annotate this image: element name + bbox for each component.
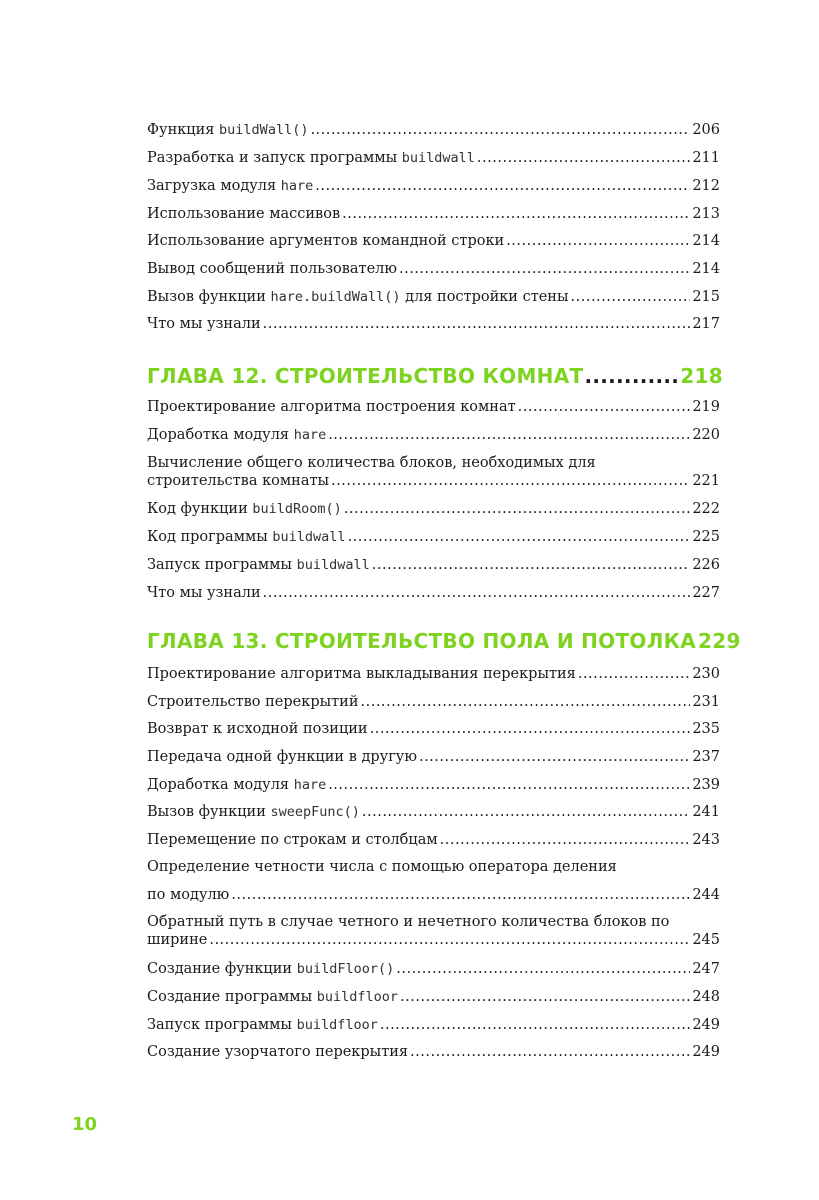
toc-entry-page: 220: [692, 427, 720, 443]
toc-entry-row: [147, 748, 720, 766]
code-identifier: hare.buildWall(): [270, 289, 401, 305]
toc-entry-row: [147, 232, 720, 250]
toc-entry[interactable]: [147, 665, 720, 683]
toc-entry[interactable]: [147, 913, 720, 949]
label-text: Строительство перекрытий: [147, 694, 359, 710]
dot-leader: [396, 960, 690, 978]
code-identifier: buildRoom(): [252, 501, 342, 517]
dot-leader: [231, 886, 690, 904]
dot-leader: [328, 426, 690, 444]
toc-entry[interactable]: [147, 528, 720, 546]
toc-entry-label-line: Определение четности числа с помощью оператора деления: [147, 859, 617, 875]
toc-entry-label: [147, 831, 438, 849]
toc-entry[interactable]: [147, 803, 720, 821]
label-text: Код функции: [147, 501, 253, 517]
toc-entry-label: [147, 776, 326, 794]
toc-entry-row: [147, 556, 720, 574]
toc-entry-page: 249: [692, 1017, 720, 1033]
toc-entry-row: [147, 1016, 720, 1034]
label-text: ГЛАВА 13. СТРОИТЕЛЬСТВО ПОЛА И ПОТОЛКА: [147, 629, 697, 653]
toc-entry-label: [147, 988, 398, 1006]
toc-entry-label: [147, 528, 346, 546]
toc-entry[interactable]: [147, 776, 720, 794]
toc-entry-page: 217: [692, 316, 720, 332]
toc-entry-page: 225: [692, 529, 720, 545]
code-identifier: hare: [293, 777, 327, 793]
toc-entry-row: [147, 528, 720, 546]
toc-entry-row: [147, 803, 720, 821]
toc-entry[interactable]: [147, 1016, 720, 1034]
dot-leader: [361, 693, 691, 711]
toc-entry-label: [147, 886, 229, 904]
toc-entry[interactable]: [147, 454, 720, 490]
chapter-heading[interactable]: [147, 629, 741, 653]
dot-leader: [410, 1043, 690, 1061]
toc-entry[interactable]: [147, 693, 720, 711]
toc-entry-page: 226: [692, 557, 720, 573]
dot-leader: [263, 315, 691, 333]
chapter-heading-row: [147, 629, 741, 653]
toc-entry-row: [147, 472, 720, 490]
toc-entry-page: 215: [692, 289, 720, 305]
label-text: ширине: [147, 932, 208, 948]
chapter-heading-label: [147, 629, 696, 653]
dot-leader: [342, 205, 690, 223]
toc-entry[interactable]: [147, 426, 720, 444]
label-text: Передача одной функции в другую: [147, 749, 417, 765]
toc-entry[interactable]: [147, 232, 720, 250]
dot-leader: [440, 831, 691, 849]
dot-leader: [348, 528, 691, 546]
dot-leader: [344, 500, 691, 518]
toc-entry-label: [147, 288, 569, 306]
toc-entry-label: [147, 556, 370, 574]
label-text: Использование аргументов командной строки: [147, 233, 505, 249]
toc-entry-page: 227: [692, 585, 720, 601]
toc-entry-label: [147, 931, 207, 949]
toc-entry-page: 249: [692, 1044, 720, 1060]
toc-entry[interactable]: [147, 960, 720, 978]
dot-leader: [328, 776, 690, 794]
dot-leader: [380, 1016, 690, 1034]
toc-entry[interactable]: [147, 315, 720, 333]
toc-entry-row: [147, 886, 720, 904]
chapter-heading-page: 218: [680, 364, 723, 388]
code-identifier: buildWall(): [219, 122, 309, 138]
label-text: Что мы узнали: [147, 316, 261, 332]
toc-entry-page: 211: [692, 150, 720, 166]
dot-leader: [372, 556, 691, 574]
dot-leader: [310, 121, 690, 139]
toc-entry-page: 235: [692, 721, 720, 737]
toc-entry-page: 247: [692, 961, 720, 977]
toc-entry-label: [147, 803, 360, 821]
toc-entry-label: [147, 149, 475, 167]
toc-entry-row: [147, 931, 720, 949]
toc-entry-label: [147, 472, 329, 490]
toc-entry-page: 243: [692, 832, 720, 848]
toc-entry-row: [147, 398, 720, 416]
label-text: ГЛАВА 12. СТРОИТЕЛЬСТВО КОМНАТ: [147, 364, 584, 388]
dot-leader: [400, 988, 690, 1006]
chapter-heading-row: [147, 364, 723, 388]
chapter-heading-page: 229: [698, 629, 741, 653]
toc-entry-page: 245: [692, 932, 720, 948]
label-text: Использование массивов: [147, 206, 341, 222]
toc-entry-page: 231: [692, 694, 720, 710]
toc-entry-label: [147, 260, 397, 278]
toc-entry-label: [147, 177, 313, 195]
dot-leader: [263, 584, 691, 602]
code-identifier: buildwall: [296, 557, 370, 573]
label-text: Создание программы: [147, 989, 317, 1005]
code-identifier: hare: [280, 178, 314, 194]
toc-entry-row: [147, 288, 720, 306]
toc-entry-row: [147, 260, 720, 278]
toc-entry-row: [147, 149, 720, 167]
toc-entry-label: [147, 398, 516, 416]
toc-entry-label: [147, 232, 504, 250]
label-text: Разработка и запуск программы: [147, 150, 402, 166]
dot-leader: [209, 931, 690, 949]
code-identifier: hare: [293, 427, 327, 443]
label-text: Запуск программы: [147, 557, 297, 573]
toc-entry[interactable]: [147, 177, 720, 195]
dot-leader: [362, 803, 690, 821]
toc-entry-row: [147, 831, 720, 849]
toc-entry-page: 239: [692, 777, 720, 793]
toc-entry-page: 230: [692, 666, 720, 682]
toc-entry[interactable]: [147, 831, 720, 849]
toc-entry-row: [147, 121, 720, 139]
label-text: Создание узорчатого перекрытия: [147, 1044, 409, 1060]
label-text: Вызов функции: [147, 289, 271, 305]
dot-leader: [419, 748, 690, 766]
toc-entry[interactable]: [147, 556, 720, 574]
toc-entry-label: [147, 315, 261, 333]
toc-entry-label: [147, 960, 394, 978]
toc-entry[interactable]: [147, 500, 720, 518]
label-text: Доработка модуля: [147, 777, 294, 793]
dot-leader: [506, 232, 690, 250]
toc-entry-row: [147, 720, 720, 738]
label-text: Проектирование алгоритма построения комнат: [147, 399, 516, 415]
label-text: Загрузка модуля: [147, 178, 281, 194]
toc-entry[interactable]: [147, 121, 720, 139]
toc-entry-label-line: Обратный путь в случае четного и нечетного количества блоков по: [147, 914, 670, 930]
dot-leader: [331, 472, 690, 490]
toc-entry-label: [147, 720, 368, 738]
toc-entry-page: 248: [692, 989, 720, 1005]
toc-entry-page: 222: [692, 501, 720, 517]
dot-leader: [571, 288, 691, 306]
toc-entry[interactable]: [147, 720, 720, 738]
toc-entry-row: [147, 960, 720, 978]
toc-entry-row: [147, 177, 720, 195]
toc-entry[interactable]: [147, 149, 720, 167]
code-identifier: buildfloor: [316, 989, 399, 1005]
label-text: Запуск программы: [147, 1017, 297, 1033]
toc-entry-row: [147, 665, 720, 683]
label-text: Проектирование алгоритма выкладывания перекрытия: [147, 666, 576, 682]
toc-entry-page: 214: [692, 233, 720, 249]
toc-entry-label: [147, 1016, 378, 1034]
toc-entry-row: [147, 1043, 720, 1061]
toc-entry-row: [147, 693, 720, 711]
toc-entry-label: [147, 121, 308, 139]
code-identifier: buildwall: [401, 150, 475, 166]
toc-entry-page: 244: [692, 887, 720, 903]
code-identifier: sweepFunc(): [270, 804, 360, 820]
dot-leader: [578, 665, 690, 683]
toc-entry-label: [147, 748, 417, 766]
label-text: Возврат к исходной позиции: [147, 721, 368, 737]
toc-entry[interactable]: [147, 205, 720, 223]
chapter-heading-label: [147, 364, 583, 388]
toc-entry-page: 241: [692, 804, 720, 820]
toc-entry-row: [147, 500, 720, 518]
label-text: Перемещение по строкам и столбцам: [147, 832, 438, 848]
toc-entry-page: 206: [692, 122, 720, 138]
code-identifier: buildfloor: [296, 1017, 378, 1033]
toc-entry-row: [147, 776, 720, 794]
code-identifier: buildFloor(): [296, 961, 395, 977]
label-text: Код программы: [147, 529, 273, 545]
label-text: Создание функции: [147, 961, 297, 977]
toc-entry[interactable]: [147, 584, 720, 602]
label-text: Доработка модуля: [147, 427, 294, 443]
toc-entry-page: 221: [692, 473, 720, 489]
dot-leader: [315, 177, 690, 195]
toc-entry-page: 214: [692, 261, 720, 277]
toc-entry-row: [147, 426, 720, 444]
toc-entry[interactable]: [147, 858, 720, 904]
label-text: строительства комнаты: [147, 473, 330, 489]
label-text: Вызов функции: [147, 804, 271, 820]
toc-entry-label: [147, 693, 359, 711]
toc-entry-label: [147, 1043, 408, 1061]
label-text: Что мы узнали: [147, 585, 261, 601]
toc-entry-page: 212: [692, 178, 720, 194]
toc-entry-page: 219: [692, 399, 720, 415]
toc-entry-page: 237: [692, 749, 720, 765]
code-identifier: buildwall: [272, 529, 346, 545]
label-text: для постройки стены: [400, 289, 569, 305]
toc-entry-row: [147, 584, 720, 602]
toc-entry[interactable]: [147, 260, 720, 278]
label-text: Вывод сообщений пользователю: [147, 261, 397, 277]
dot-leader: [584, 364, 679, 388]
toc-entry-label-line: Вычисление общего количества блоков, необходимых для: [147, 455, 596, 471]
toc-entry[interactable]: [147, 1043, 720, 1061]
toc-entry-label: [147, 205, 340, 223]
dot-leader: [370, 720, 691, 738]
toc-entry-label: [147, 426, 326, 444]
toc-entry-label: [147, 500, 342, 518]
dot-leader: [477, 149, 690, 167]
toc-entry-label: [147, 665, 576, 683]
label-text: Функция: [147, 122, 220, 138]
toc-entry[interactable]: [147, 748, 720, 766]
toc-entry[interactable]: [147, 288, 720, 306]
toc-entry-row: [147, 988, 720, 1006]
toc-entry-row: [147, 315, 720, 333]
label-text: по модулю: [147, 887, 230, 903]
toc-entry-page: 213: [692, 206, 720, 222]
chapter-heading[interactable]: [147, 364, 723, 388]
dot-leader: [518, 398, 691, 416]
toc-entry-label: [147, 584, 261, 602]
toc-entry-row: [147, 205, 720, 223]
toc-entry[interactable]: [147, 988, 720, 1006]
page-number: 10: [72, 1114, 98, 1135]
toc-entry[interactable]: [147, 398, 720, 416]
dot-leader: [399, 260, 690, 278]
